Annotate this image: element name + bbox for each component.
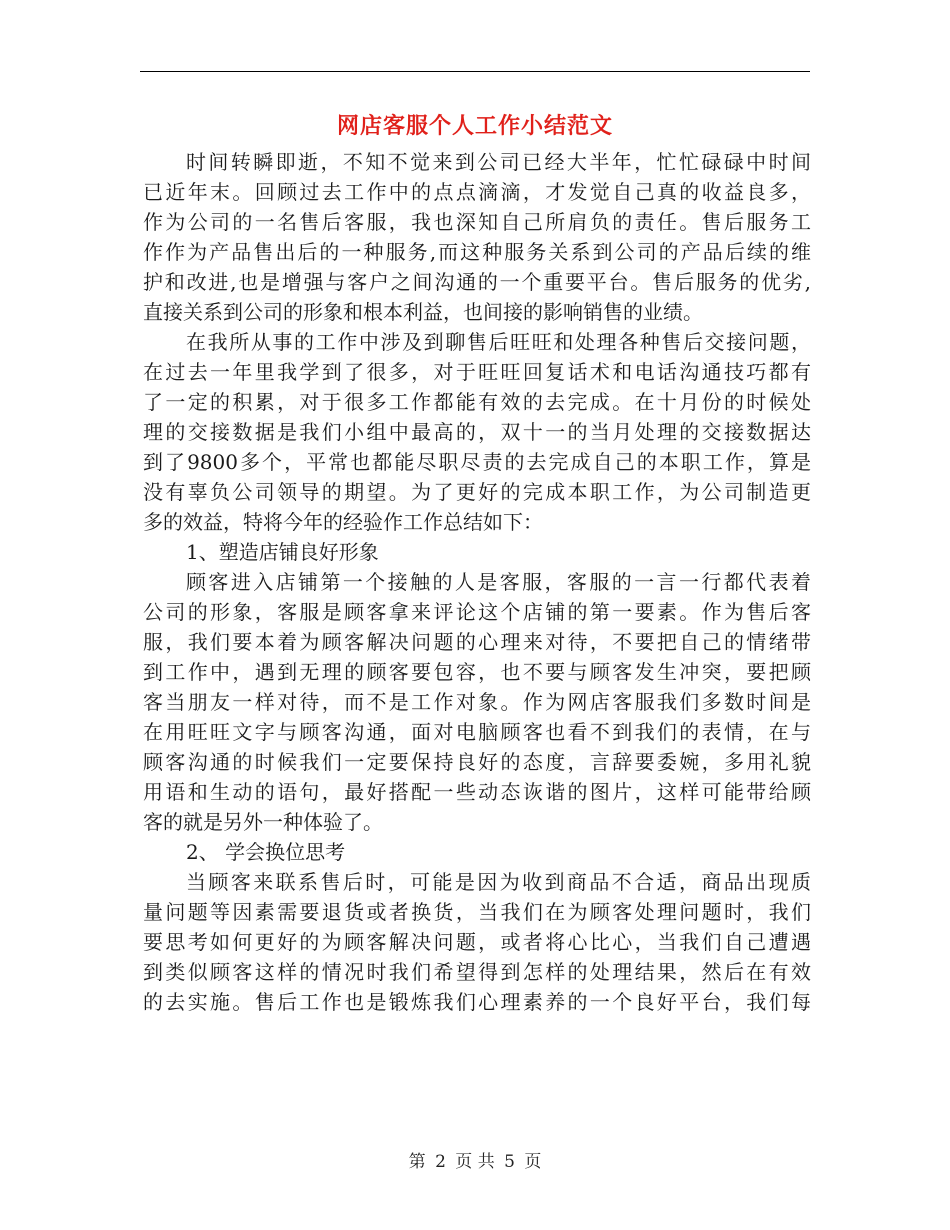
page-total: 5 xyxy=(504,1152,515,1172)
text-line: 用语和生动的语句，最好搭配一些动态诙谐的图片，这样可能带给顾 xyxy=(143,780,811,804)
text-line: 到工作中，遇到无理的顾客要包容，也不要与顾客发生冲突，要把顾 xyxy=(143,660,811,684)
page-number: 2 xyxy=(435,1152,446,1172)
text-line: 在我所从事的工作中涉及到聊售后旺旺和处理各种售后交接问题， xyxy=(186,330,811,354)
text-line: 到了9800多个，平常也都能尽职尽责的去完成自己的本职工作，算是 xyxy=(143,450,811,474)
text-line: 已近年末。回顾过去工作中的点点滴滴，才发觉自己真的收益良多， xyxy=(143,180,811,204)
footer-suffix: 页 xyxy=(524,1152,542,1172)
text-line: 在用旺旺文字与顾客沟通，面对电脑顾客也看不到我们的表情，在与 xyxy=(143,720,811,744)
text-line: 没有辜负公司领导的期望。为了更好的完成本职工作，为公司制造更 xyxy=(143,480,811,504)
text-line: 顾客沟通的时候我们一定要保持良好的态度，言辞要委婉，多用礼貌 xyxy=(143,750,811,774)
section-heading: 1、塑造店铺良好形象 xyxy=(186,540,379,564)
text-line: 直接关系到公司的形象和根本利益，也间接的影响销售的业绩。 xyxy=(143,300,703,324)
text-line: 当顾客来联系售后时，可能是因为收到商品不合适，商品出现质 xyxy=(186,870,811,894)
page-footer xyxy=(0,1150,950,1174)
text-line: 作为公司的一名售后客服，我也深知自己所肩负的责任。售后服务工 xyxy=(143,210,811,234)
text-line: 公司的形象，客服是顾客拿来评论这个店铺的第一要素。作为售后客 xyxy=(143,600,811,624)
text-line: 护和改进,也是增强与客户之间沟通的一个重要平台。售后服务的优劣, xyxy=(143,270,811,294)
text-line: 顾客进入店铺第一个接触的人是客服，客服的一言一行都代表着 xyxy=(186,570,811,594)
text-line: 在过去一年里我学到了很多，对于旺旺回复话术和电话沟通技巧都有 xyxy=(143,360,811,384)
text-line: 量问题等因素需要退货或者换货，当我们在为顾客处理问题时，我们 xyxy=(143,900,811,924)
text-line: 多的效益，特将今年的经验作工作总结如下： xyxy=(143,510,543,534)
text-line: 服，我们要本着为顾客解决问题的心理来对待，不要把自己的情绪带 xyxy=(143,630,811,654)
text-line: 要思考如何更好的为顾客解决问题，或者将心比心，当我们自己遭遇 xyxy=(143,930,811,954)
text-line: 到类似顾客这样的情况时我们希望得到怎样的处理结果，然后在有效 xyxy=(143,960,811,984)
text-line: 的去实施。售后工作也是锻炼我们心理素养的一个良好平台，我们每 xyxy=(143,990,811,1014)
text-line: 客当朋友一样对待，而不是工作对象。作为网店客服我们多数时间是 xyxy=(143,690,811,714)
text-line: 作作为产品售出后的一种服务,而这种服务关系到公司的产品后续的维 xyxy=(143,240,811,264)
text-line: 了一定的积累，对于很多工作都能有效的去完成。在十月份的时候处 xyxy=(143,390,811,414)
footer-mid: 页 共 xyxy=(455,1152,495,1172)
text-line: 理的交接数据是我们小组中最高的，双十一的当月处理的交接数据达 xyxy=(143,420,811,444)
document-title: 网店客服个人工作小结范文 xyxy=(336,113,613,139)
header-rule xyxy=(140,71,810,72)
text-line: 客的就是另外一种体验了。 xyxy=(143,810,383,834)
section-heading: 2、 学会换位思考 xyxy=(186,840,346,864)
footer-prefix: 第 xyxy=(408,1152,426,1172)
text-line: 时间转瞬即逝，不知不觉来到公司已经大半年，忙忙碌碌中时间 xyxy=(186,150,811,174)
